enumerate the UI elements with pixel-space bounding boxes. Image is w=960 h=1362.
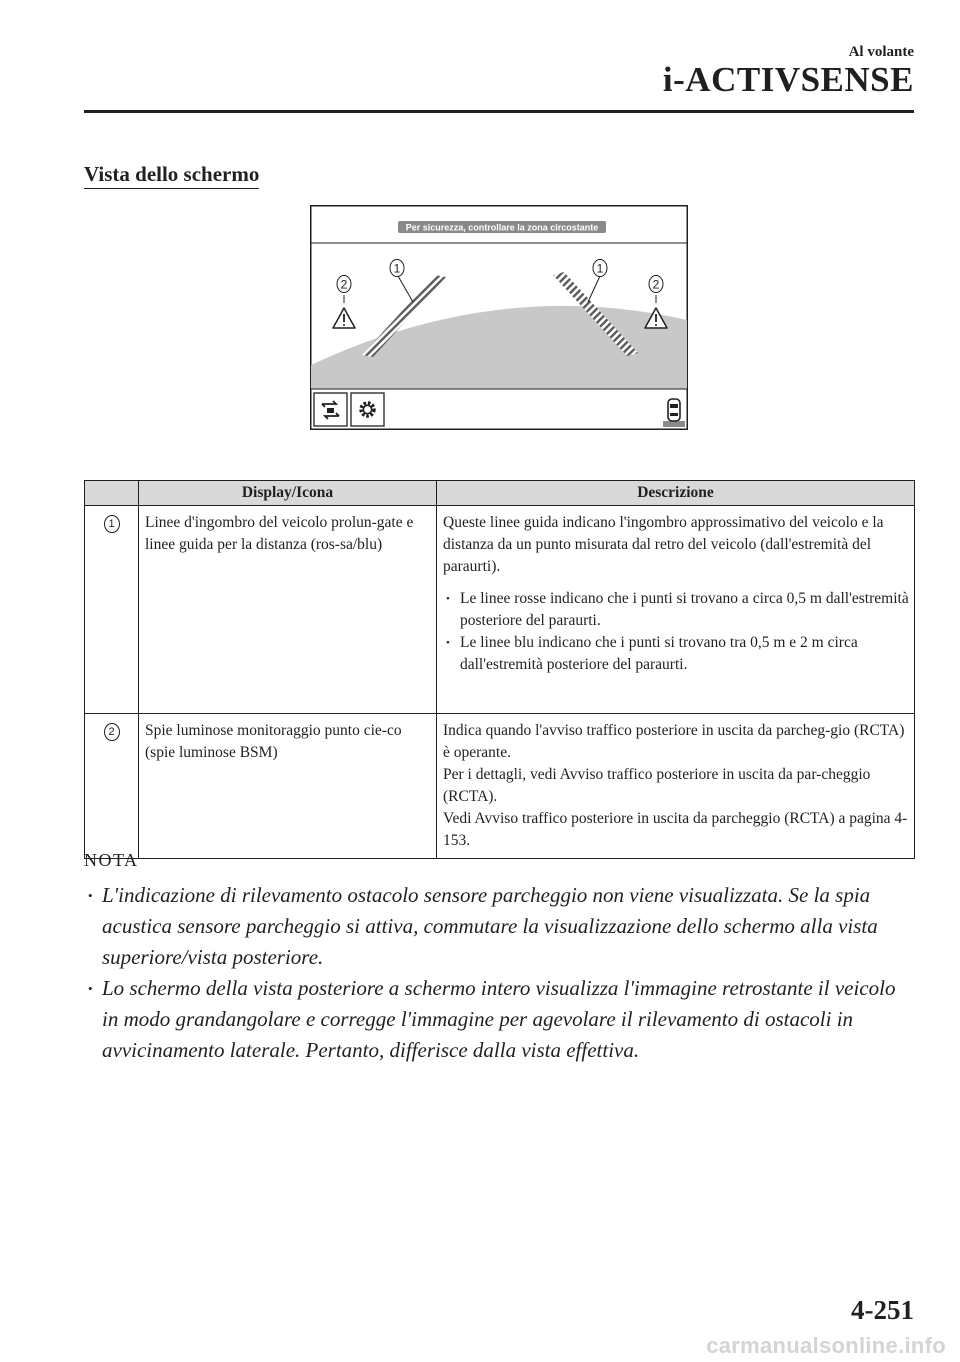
callout-2-right: [649, 276, 663, 293]
table-row: [85, 506, 915, 714]
list-item: • Le linee blu indicano che i punti si trovano tra 0,5 m e 2 m circa dall'estremità posteriore del paraurti.: [443, 632, 909, 676]
camera-view-switch-icon: [314, 393, 347, 426]
row-number-cell: [85, 714, 139, 859]
list-item: • Le linee rosse indicano che i punti si trovano a circa 0,5 m dall'estremità posteriore del paraurti.: [443, 588, 909, 632]
display-cell: Spie luminose monitoraggio punto cie-co (spie luminose BSM): [139, 714, 437, 859]
watermark: carmanualsonline.info: [706, 1333, 946, 1358]
display-cell: Linee d'ingombro del veicolo prolun-gate e linee guida per la distanza (ros-sa/blu): [139, 506, 437, 714]
svg-text:2: 2: [652, 277, 660, 292]
table-header-description: Descrizione: [437, 481, 915, 506]
header-title: i-ACTIVSENSE: [662, 60, 914, 99]
section-heading: Vista dello schermo: [84, 162, 259, 189]
nota-title: NOTA: [84, 850, 139, 870]
callout-badge-2: 2: [104, 723, 120, 741]
callout-1-right: [593, 260, 607, 277]
settings-gear-icon: [351, 393, 384, 426]
callout-1-left: [390, 260, 404, 277]
table-header-display: Display/Icona: [139, 481, 437, 506]
display-icon-table: [84, 480, 915, 859]
description-cell: [437, 714, 915, 859]
banner-text: Per sicurezza, controllare la zona circostante: [405, 222, 599, 233]
description-line: Vedi Avviso traffico posteriore in uscita da parcheggio (RCTA) a pagina 4-153.: [443, 810, 908, 849]
description-bullets: [443, 588, 909, 676]
description-line: Per i dettagli, vedi Avviso traffico posteriore in uscita da par-cheggio (RCTA).: [443, 766, 871, 805]
nota-block: [84, 880, 914, 1066]
svg-text:2: 2: [340, 277, 348, 292]
callout-badge-1: 1: [104, 515, 120, 533]
table-row: [85, 714, 915, 859]
svg-text:1: 1: [393, 261, 401, 276]
header-section: Al volante: [848, 44, 914, 60]
svg-text:1: 1: [596, 261, 604, 276]
description-line: Indica quando l'avviso traffico posteriore in uscita da parcheg-gio (RCTA) è operante.: [443, 722, 905, 761]
table-header-blank: [85, 481, 139, 506]
nota-item: • Lo schermo della vista posteriore a schermo intero visualizza l'immagine retrostante il veicolo in modo grandangolare e corregge l'immagine per agevolare il rilevamento di ostacoli in avvicinamento laterale. Pertanto, differisce dalla vista effettiva.: [84, 973, 914, 1066]
row-number-cell: [85, 506, 139, 714]
header-divider: [84, 110, 914, 113]
callout-2-left: [337, 276, 351, 293]
rear-camera-screen-figure: [310, 205, 688, 430]
table-header-row: [85, 481, 915, 506]
description-cell: [437, 506, 915, 714]
description-text: Queste linee guida indicano l'ingombro approssimativo del veicolo e la distanza da un punto misurata dal retro del veicolo (dall'estremità del paraurti).: [443, 514, 884, 575]
nota-item: • L'indicazione di rilevamento ostacolo sensore parcheggio non viene visualizzata. Se la spia acustica sensore parcheggio si attiva, commutare la visualizzazione dello schermo alla vista superiore/vista posteriore.: [84, 880, 914, 973]
page-number: 4-251: [851, 1295, 914, 1325]
